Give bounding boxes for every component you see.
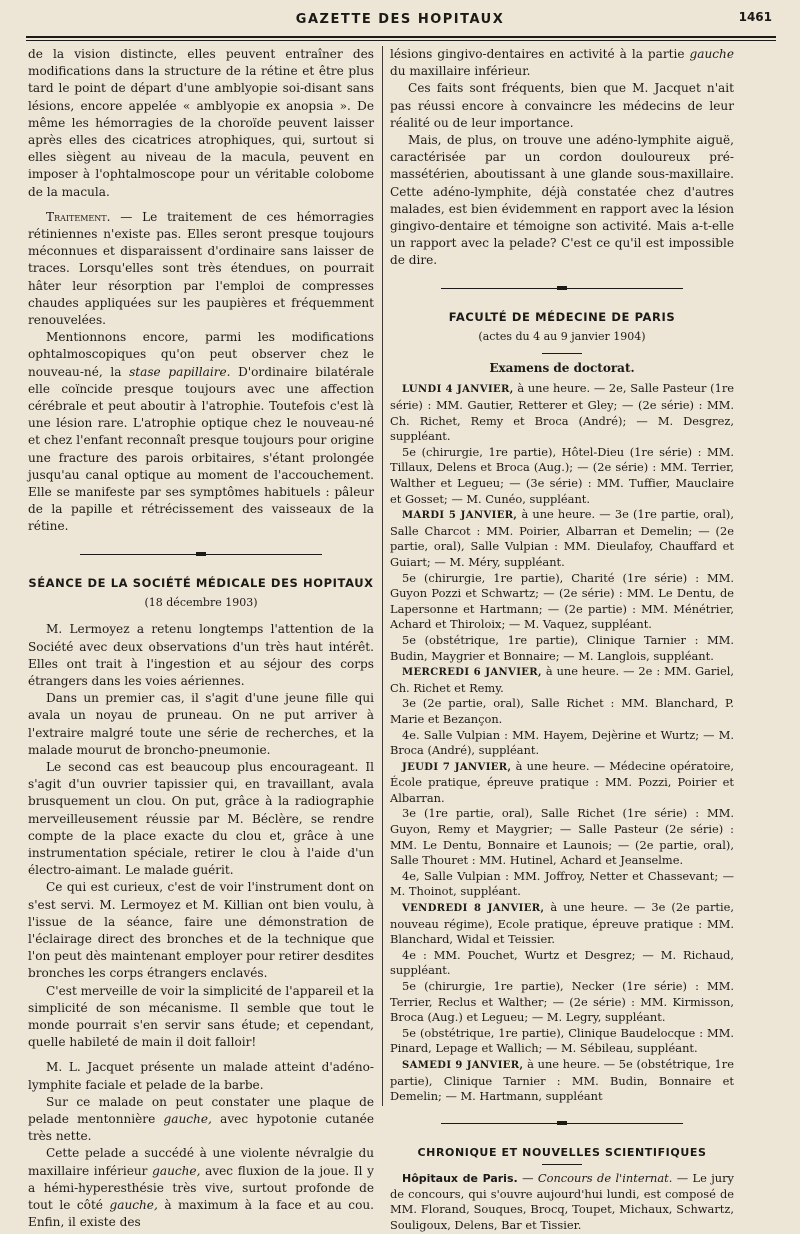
exam-day: MERCREDI 6 JANVIER, (402, 667, 542, 679)
section-separator (390, 280, 734, 297)
exam-text: à une heure. — 2e, Salle Pasteur (1re série) : MM. Gautier, Retterer et Gley; — (2e série) : MM. Ch. Richet, Remy et Broca (André); — M. Desgrez, suppléant. (390, 381, 735, 444)
text-run: Mentionnons encore, parmi les modifications ophtalmoscopiques qu'on peut observer chez le nouveau-né, la (28, 330, 374, 379)
paragraph: de la vision distincte, elles peuvent entraîner des modifications dans la structure de la rétine et être plus tard le point de départ d'une amblyopie soi-disant sans lésions, encore appelée « amblyopie ex anopsia ». De même les hémorragies de la choroïde peuvent laisser après elles des cicatrices atrophiques, qui, surtout si elles siègent au niveau de la macula, peuvent en imposer à l'ophtalmoscope pour un véritable colobome de la macula. (28, 47, 374, 199)
section-separator (28, 546, 374, 563)
text-run: lésions gingivo-dentaires en activité à la partie (390, 47, 690, 61)
italic-run: gauche (689, 47, 734, 61)
paragraph (28, 329, 374, 535)
italic-run: gauche, (152, 1163, 201, 1178)
left-column (28, 46, 374, 1231)
paragraph: Ces faits sont fréquents, bien que M. Jacquet n'ait pas réussi encore à convaincre les médecins de leur réalité ou de leur importance. (390, 81, 734, 130)
exam-entry (390, 507, 734, 570)
paragraph: Dans un premier cas, il s'agit d'une jeune fille qui avala un noyau de pruneau. On ne put arriver à l'extraire malgré toute une série de recherches, et la malade mourut de broncho-pneumonie. (28, 691, 374, 757)
exam-day: MARDI 5 JANVIER, (402, 510, 518, 522)
chronique-title: CHRONIQUE ET NOUVELLES SCIENTIFIQUES (417, 1145, 707, 1159)
text-run: du maxillaire inférieur. (390, 64, 531, 79)
exam-entry: 3e (1re partie, oral), Salle Richet (1re série) : MM. Guyon, Remy et Maygrier; — Salle Pasteur (2e série) : MM. Le Dentu, Bonnaire et Launois; — (2e partie, oral), Salle Thouret : MM. Hutinel, Achard et Jeanselme. (390, 806, 734, 868)
italic-run: gauche, (109, 1198, 158, 1212)
exam-entry: 4e. Salle Vulpian : MM. Hayem, Dejèrine et Wurtz; — M. Broca (André), suppléant. (390, 727, 734, 758)
header-rule-thin (26, 40, 776, 41)
short-rule (542, 1164, 582, 1165)
exam-entry: 5e (obstétrique, 1re partie), Clinique Tarnier : MM. Budin, Maygrier et Bonnaire; — M. Langlois, suppléant. (390, 632, 734, 663)
paragraph: M. Lermoyez a retenu longtemps l'attention de la Société avec deux observations d'un très haut intérêt. Elles ont trait à l'ingestion et au séjour des corps étrangers dans les voies aériennes. (28, 622, 374, 688)
text-run: Sur ce malade on peut constater une plaque de pelade mentonnière (28, 1094, 374, 1126)
text-run: D'ordinaire bilatérale elle coïncide presque toujours avec une affection cérébrale et peut aboutir à l'atrophie. Toutefois c'est là une lésion rare. L'atrophie optique chez le nouveau-né et chez l'enfant reconnaît presque toujours pour origine une fracture des parois orbitaires, s'étant prolongée jusqu'au canal optique au moment de l'accouchement. Elle se manifeste par ses symptômes habituels : pâleur de la papille et rétrécissement des vaisseaux de la rétine. (28, 364, 374, 534)
exam-entry: 4e, Salle Vulpian : MM. Joffroy, Netter et Chassevant; — M. Thoinot, suppléant. (390, 868, 734, 899)
exam-day: VENDREDI 8 JANVIER, (402, 903, 545, 915)
section-date: (18 décembre 1903) (144, 596, 258, 610)
exam-entry: 5e (chirurgie, 1re partie), Hôtel-Dieu (1re série) : MM. Tillaux, Delens et Broca (Aug.); — (2e série) : MM. Terrier, Walther et Legueu; — (3e série) : MM. Tuffier, Mauclaire et Gosset; — M. Cunéo, suppléant. (390, 444, 734, 506)
section-title: SÉANCE DE LA SOCIÉTÉ MÉDICALE DES HOPITAUX (28, 575, 374, 590)
paragraph-traitement (28, 209, 374, 329)
exam-entry: 5e (obstétrique, 1re partie), Clinique Baudelocque : MM. Pinard, Lepage et Wallich; — M. Sébileau, suppléant. (390, 1025, 734, 1056)
paragraph (28, 1145, 374, 1231)
text-run: avec fluxion de la joue. Il y a hémi-hyperesthésie très vive, surtout profonde de tout le côté (28, 1163, 374, 1212)
run-in-heading: Traitement. (46, 209, 111, 224)
exam-text: à une heure. — 5e (obstétrique, 1re partie), Clinique Tarnier : MM. Budin, Bonnaire et Demelin; — M. Hartmann, suppléant (390, 1056, 734, 1104)
exam-entry: 5e (chirurgie, 1re partie), Charité (1re série) : MM. Guyon Pozzi et Schwartz; — (2e série) : MM. Le Dentu, de Lapersonne et Hartmann; — (2e partie) : MM. Ménétrier, Achard et Thiroloix; — M. Vaquez, suppléant. (390, 570, 734, 632)
text-run: à maximum à la face et au cou. Enfin, il existe des (28, 1198, 374, 1230)
header-rule-thick (26, 36, 776, 38)
paragraph (390, 46, 734, 80)
paragraph: M. L. Jacquet présente un malade atteint d'adéno-lymphite faciale et pelade de la barbe. (28, 1060, 374, 1092)
exam-entry (390, 664, 734, 696)
paragraph-text: — Le traitement de ces hémorragies rétiniennes n'existe pas. Elles seront presque toujours méconnues et disparaissent d'ordinaire sans laisser de traces. Lorsqu'elles sont très étendues, on pourrait hâter leur résorption par l'emploi de compresses chaudes appliquées sur les paupières et fréquemment renouvelées. (28, 209, 374, 328)
paragraph: Ce qui est curieux, c'est de voir l'instrument dont on s'est servi. M. Lermoyez et M. Killian ont bien voulu, à l'issue de la séance, faire une démonstration de l'éclairage direct des bronches et de la technique que l'on peut dès maintenant employer pour retirer desdites bronches les corps étrangers enclavés. (28, 880, 374, 981)
chronique-paragraph (390, 1171, 734, 1233)
faculty-title: FACULTÉ DE MÉDECINE DE PARIS (448, 309, 676, 324)
page-number: 1461 (738, 10, 772, 24)
exam-heading: Examens de doctorat. (489, 361, 635, 376)
paragraph (28, 1094, 374, 1146)
paragraph: C'est merveille de voir la simplicité de l'appareil et la simplicité de son mécanisme. Il semble que tout le monde pourrait s'en servir sans étude; et cependant, quelle habileté de main il doit falloir! (28, 983, 374, 1050)
exam-entry (390, 1057, 734, 1105)
paragraph: Le second cas est beaucoup plus encourageant. Il s'agit d'un ouvrier tapissier qui, en travaillant, avala brusquement un clou. On put, grâce à la radiographie merveilleusement réussie par M. Béclère, se rendre compte de la place exacte du clou et, grâce à une instrumentation spéciale, retirer le clou à l'aide d'un électro-aimant. Le malade guérit. (28, 759, 374, 878)
exam-entry (390, 381, 734, 444)
exam-entry (390, 900, 734, 948)
short-rule (542, 353, 582, 354)
exam-entry: 4e : MM. Pouchet, Wurtz et Desgrez; — M. Richaud, suppléant. (390, 947, 734, 978)
exam-text: à une heure. — 3e (2e partie, nouveau régime), Ecole pratique, épreuve pratique : MM. Blanchard, Widal et Teissier. (390, 900, 734, 947)
exam-text: à une heure. — 2e : MM. Gariel, Ch. Richet et Remy. (390, 664, 734, 695)
italic-run: gauche, (163, 1111, 212, 1126)
exam-text: à une heure. — 3e (1re partie, oral), Salle Charcot : MM. Poirier, Albarran et Demelin; — (2e partie, oral), Salle Vulpian : MM. Dieulafoy, Chauffard et Guiart; — M. Méry, suppléant. (390, 507, 734, 569)
page-header (28, 8, 772, 32)
text-run: Cette pelade a succédé à une violente névralgie du maxillaire inférieur (28, 1146, 374, 1178)
exam-day: SAMEDI 9 JANVIER, (402, 1059, 524, 1071)
exam-entry: 3e (2e partie, oral), Salle Richet : MM. Blanchard, P. Marie et Bezançon. (390, 696, 734, 726)
faculty-subtitle: (actes du 4 au 9 janvier 1904) (478, 330, 646, 344)
italic-run: — Concours de l'internat. (517, 1171, 673, 1186)
run-in-heading: Hôpitaux de Paris. (402, 1172, 518, 1186)
exam-entry: 5e (chirurgie, 1re partie), Necker (1re série) : MM. Terrier, Reclus et Walther; — (2e série) : MM. Kirmisson, Broca (Aug.) et Legueu; — M. Legry, suppléant. (390, 979, 734, 1025)
exam-entry (390, 759, 734, 807)
italic-run: stase papillaire. (129, 364, 231, 379)
paragraph-text: — Le jury de concours, qui s'ouvre aujourd'hui lundi, est composé de MM. Florand, Souques, Brocq, Toupet, Michaux, Schwartz, Souligoux, Delens, Bar et Tissier. (390, 1171, 734, 1232)
exam-text: à une heure. — Médecine opératoire, École pratique, épreuve pratique : MM. Pozzi, Poirier et Albarran. (390, 758, 734, 805)
right-column (390, 46, 734, 1234)
journal-title: GAZETTE DES HOPITAUX (295, 12, 505, 27)
paragraph: Mais, de plus, on trouve une adéno-lymphite aiguë, caractérisée par un cordon douloureux pré-massétérien, aboutissant à une glande sous-maxillaire. Cette adéno-lymphite, déjà constatée chez d'autres malades, est bien évidemment en rapport avec la lésion gingivo-dentaire et témoigne son activité. Mais a-t-elle un rapport avec la pelade? C'est ce qu'il est impossible de dire. (390, 133, 734, 268)
text-run: avec hypotonie cutanée très nette. (28, 1111, 374, 1144)
column-divider (382, 46, 383, 1106)
section-separator (390, 1115, 734, 1132)
exam-day: LUNDI 4 JANVIER, (402, 384, 514, 396)
exam-day: JEUDI 7 JANVIER, (402, 761, 512, 773)
